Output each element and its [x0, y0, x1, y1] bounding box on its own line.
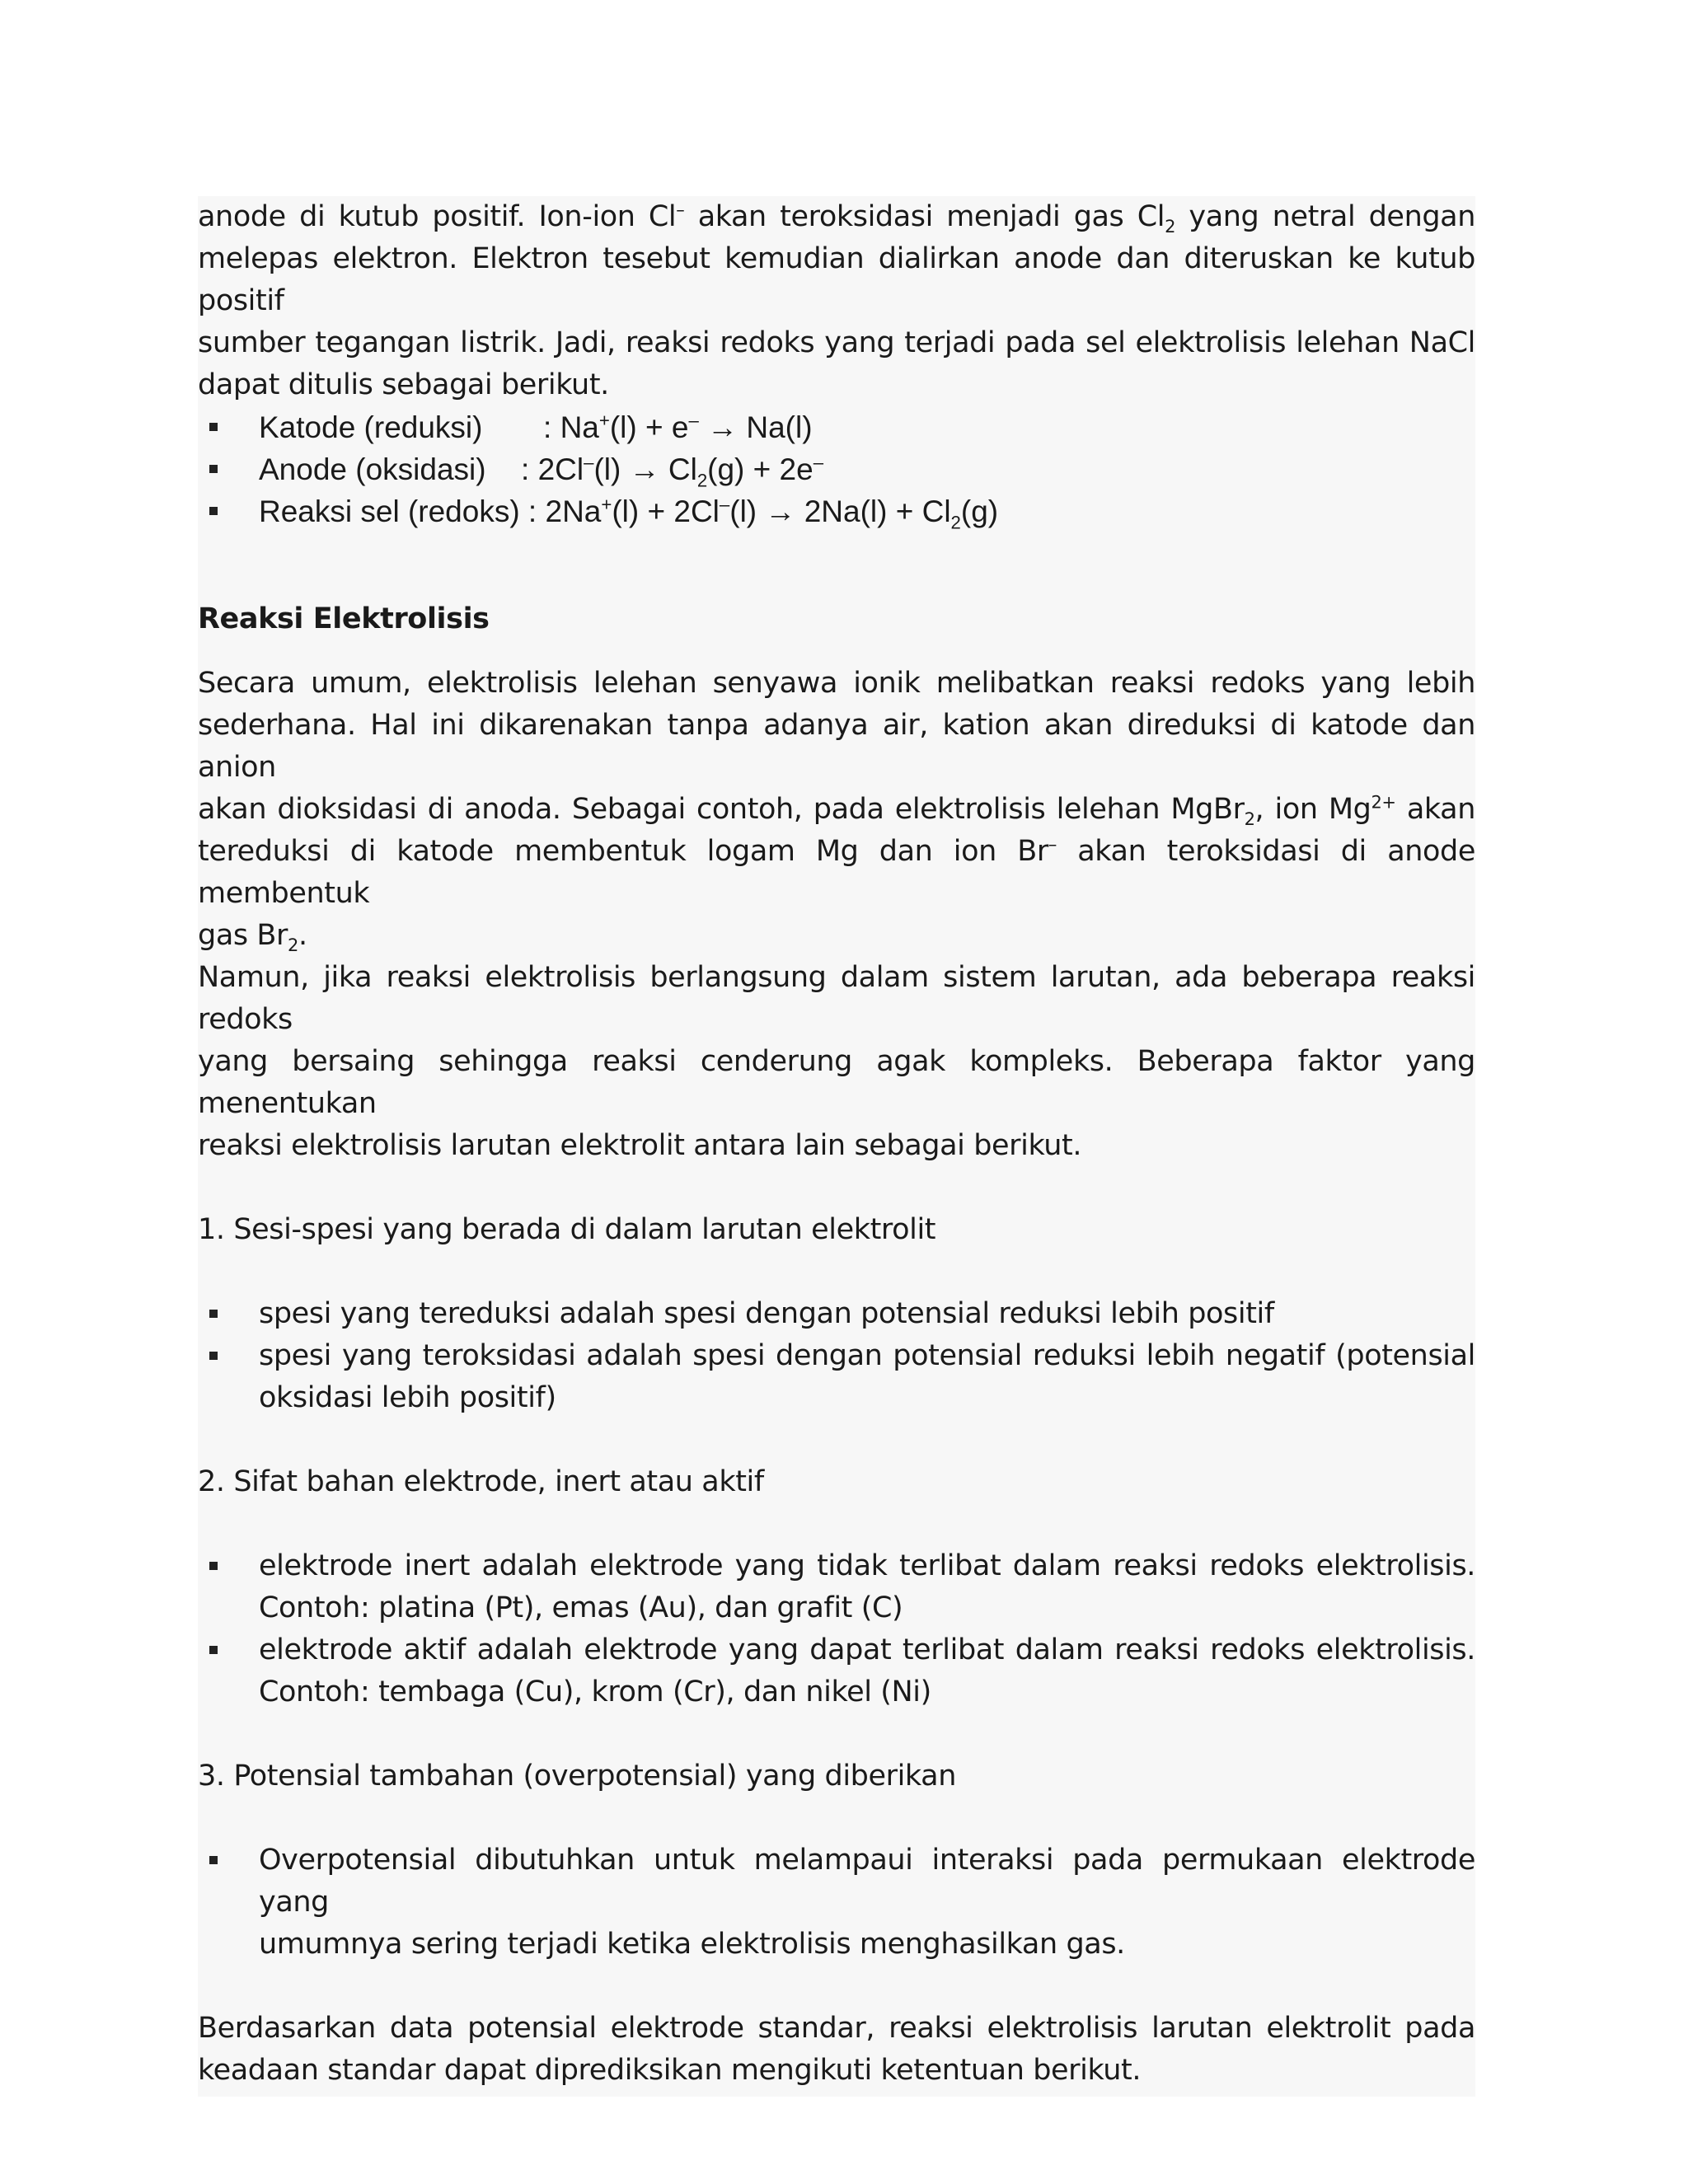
factor-bullets: [198, 1840, 1475, 1966]
list-item: spesi yang tereduksi adalah spesi dengan potensial reduksi lebih positif: [198, 1293, 1475, 1335]
list-item: spesi yang teroksidasi adalah spesi dengan potensial reduksi lebih negatif (potensial oksidasi lebih positif): [198, 1335, 1475, 1419]
intro-paragraph: [198, 196, 1475, 406]
list-item: elektrode aktif adalah elektrode yang dapat terlibat dalam reaksi redoks elektrolisis. Contoh: tembaga (Cu), krom (Cr), dan nikel (Ni): [198, 1629, 1475, 1713]
factor-bullets: [198, 1545, 1475, 1713]
factor-heading: 3. Potensial tambahan (overpotensial) yang diberikan: [198, 1760, 957, 1793]
list-item: Anode (oksidasi) : $2Cl^-(l) \to Cl_2(g) + 2e^-$: [198, 448, 1475, 490]
text-line: dapat ditulis sebagai berikut.: [198, 368, 609, 401]
paragraph: [198, 957, 1475, 1167]
document-body: [198, 196, 1475, 2097]
text-line: melepas elektron. Elektron tesebut kemudian dialirkan anode dan diteruskan ke kutub positif: [198, 242, 1475, 317]
list-item: elektrode inert adalah elektrode yang tidak terlibat dalam reaksi redoks elektrolisis. Contoh: platina (Pt), emas (Au), dan grafit (C): [198, 1545, 1475, 1629]
text-line: Secara umum, elektrolisis lelehan senyawa ionik melibatkan reaksi redoks yang lebih: [198, 667, 1475, 700]
paragraph: [198, 663, 1475, 957]
text-line: anode di kutub positif. Ion-ion Cl– akan teroksidasi menjadi gas $Cl_2$ yang netral dengan: [198, 199, 1475, 237]
square-bullet-icon: [209, 1646, 218, 1654]
text-line: yang bersaing sehingga reaksi cenderung agak kompleks. Beberapa faktor yang menentukan: [198, 1045, 1475, 1120]
section-title: Reaksi Elektrolisis: [198, 602, 490, 635]
square-bullet-icon: [209, 1856, 218, 1864]
closing-paragraph: [198, 2008, 1475, 2092]
text-line: sumber tegangan listrik. Jadi, reaksi redoks yang terjadi pada sel elektrolisis lelehan NaCl: [198, 326, 1475, 359]
square-bullet-icon: [209, 1352, 218, 1360]
factor-bullets: [198, 1293, 1475, 1419]
square-bullet-icon: [209, 507, 218, 515]
square-bullet-icon: [209, 1562, 218, 1570]
text-line: Namun, jika reaksi elektrolisis berlangsung dalam sistem larutan, ada beberapa reaksi redoks: [198, 961, 1475, 1036]
text-line: gas $Br_2$.: [198, 919, 307, 955]
factor-heading: 2. Sifat bahan elektrode, inert atau aktif: [198, 1465, 764, 1498]
text-line: akan dioksidasi di anoda. Sebagai contoh, pada elektrolisis lelehan MgBr$_2$, ion $Mg^{2+}$ akan: [198, 792, 1475, 829]
text-line: sederhana. Hal ini dikarenakan tanpa adanya air, kation akan direduksi di katode dan anion: [198, 709, 1475, 784]
text-line: reaksi elektrolisis larutan elektrolit antara lain sebagai berikut.: [198, 1129, 1082, 1162]
text-line: tereduksi di katode membentuk logam Mg dan ion Br– akan teroksidasi di anode membentuk: [198, 834, 1475, 910]
square-bullet-icon: [209, 1310, 218, 1318]
square-bullet-icon: [209, 465, 218, 473]
reaction-equations-list: [198, 406, 1475, 532]
text-line: Berdasarkan data potensial elektrode standar, reaksi elektrolisis larutan elektrolit pada: [198, 2012, 1475, 2045]
list-item: Overpotensial dibutuhkan untuk melampaui interaksi pada permukaan elektrode yang umumnya sering terjadi ketika elektrolisis menghasilkan gas.: [198, 1840, 1475, 1966]
factor-heading: 1. Sesi-spesi yang berada di dalam larutan elektrolit: [198, 1213, 936, 1246]
text-line: keadaan standar dapat diprediksikan mengikuti ketentuan berikut.: [198, 2054, 1142, 2087]
list-item: Katode (reduksi) : Na+(l) + e– → Na(l): [198, 406, 1475, 448]
list-item: Reaksi sel (redoks) : $2Na^+(l) + 2Cl^-(l) \to 2Na(l) + Cl_2(g)$: [198, 490, 1475, 532]
square-bullet-icon: [209, 423, 218, 431]
